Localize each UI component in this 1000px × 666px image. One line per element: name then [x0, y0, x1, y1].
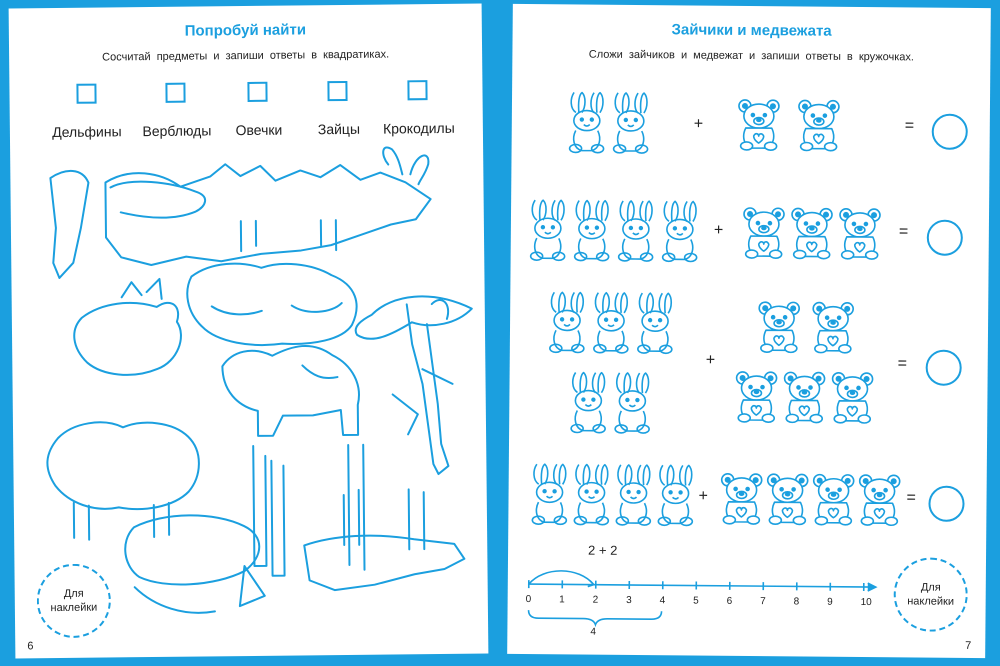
overlapping-animals-illustration — [9, 4, 489, 659]
animal-label-camels: Верблюды — [142, 122, 212, 140]
equals-sign: = — [897, 355, 908, 373]
bear-icon — [759, 302, 799, 352]
brace-shape — [528, 610, 661, 625]
bunny-icon — [658, 465, 693, 525]
bunny-group — [543, 286, 684, 447]
number-line-tick-label: 6 — [726, 595, 733, 607]
bunny-group — [561, 84, 672, 165]
bear-icon — [736, 372, 776, 422]
number-line-tick-label: 10 — [860, 596, 872, 609]
bunny-icon — [615, 373, 650, 433]
bear-icon — [784, 372, 824, 422]
bear-icon — [792, 208, 832, 258]
bear-icon — [859, 475, 899, 525]
bunny-icon — [638, 293, 673, 353]
number-line-tick-label: 9 — [827, 596, 833, 608]
bunny-icon — [619, 201, 654, 261]
left-page-title: Попробуй найти — [184, 21, 307, 40]
left-page — [9, 4, 489, 659]
bear-icon — [832, 373, 872, 423]
page-number: 7 — [965, 639, 972, 652]
addition-row-2 — [511, 192, 990, 276]
sticker-label-line1: Для — [63, 587, 84, 600]
bunny-icon — [571, 372, 606, 432]
plus-sign: + — [693, 115, 704, 133]
addition-row-4 — [508, 456, 987, 540]
answer-circle-4[interactable] — [928, 486, 964, 522]
animal-label-crocodiles: Крокодилы — [382, 119, 455, 137]
right-page-title: Зайчики и медвежата — [671, 21, 832, 40]
number-line-tick-label: 1 — [559, 594, 565, 606]
number-line-tick-label: 2 — [592, 594, 599, 606]
animal-label-rabbits: Зайцы — [317, 120, 361, 138]
arrow-icon — [868, 583, 876, 591]
bear-icon — [840, 209, 880, 259]
number-line — [523, 564, 884, 627]
number-line-tick-label: 3 — [626, 594, 632, 606]
bunny-icon — [532, 464, 567, 524]
equals-sign: = — [906, 489, 916, 507]
bear-icon — [739, 100, 779, 150]
bunny-icon — [616, 465, 651, 525]
bear-group — [733, 288, 884, 449]
number-line-tick-label: 8 — [793, 596, 800, 608]
sticker-label-line2: наклейки — [50, 601, 98, 615]
sticker-label-line2: наклейки — [907, 595, 955, 608]
number-line-tick-label: 4 — [659, 595, 666, 607]
bear-icon — [721, 474, 761, 524]
animal-label-sheep: Овечки — [235, 121, 283, 139]
bear-group — [738, 194, 889, 275]
right-page-instructions: Сложи зайчиков и медвежат и запиши ответы в кружочках. — [588, 48, 915, 64]
bunny-icon — [663, 201, 698, 261]
animal-label-dolphins: Дельфины — [52, 123, 122, 141]
bear-icon — [744, 208, 784, 258]
bear-icon — [813, 303, 853, 353]
bear-group — [716, 458, 907, 540]
plus-sign: + — [698, 487, 708, 505]
answer-circle-3[interactable] — [926, 350, 962, 386]
jump-arc — [529, 571, 594, 585]
number-line-example: 2 + 2 — [588, 542, 618, 558]
bunny-group — [526, 456, 707, 538]
number-line-tick-label: 7 — [760, 596, 766, 608]
sticker-label-line1: Для — [920, 581, 941, 594]
equals-sign: = — [904, 117, 915, 135]
bunny-icon — [574, 464, 609, 524]
right-page — [507, 4, 991, 658]
bear-icon — [767, 474, 807, 524]
number-line-tick-label: 0 — [525, 594, 532, 606]
addition-row-3 — [509, 286, 988, 450]
bear-icon — [813, 475, 853, 525]
bunny-icon — [594, 293, 629, 353]
bunny-icon — [575, 200, 610, 260]
arrow-icon — [588, 581, 594, 587]
plus-sign: + — [705, 351, 716, 369]
plus-sign: + — [713, 221, 724, 239]
number-line-tick-label: 5 — [693, 595, 699, 607]
answer-circle-2[interactable] — [927, 220, 963, 256]
sticker-placeholder — [893, 557, 968, 632]
addition-row-1 — [511, 84, 990, 168]
bunny-icon — [570, 92, 605, 152]
left-page-instructions: Сосчитай предметы и запиши ответы в квадратиках. — [102, 48, 390, 64]
answer-circle-1[interactable] — [932, 114, 968, 150]
brace-label: 4 — [590, 626, 596, 638]
bunny-group — [525, 192, 706, 274]
bear-icon — [799, 100, 839, 150]
page-number: 6 — [27, 640, 34, 653]
sticker-placeholder — [36, 563, 111, 638]
bunny-icon — [531, 200, 566, 260]
equals-sign: = — [898, 223, 909, 241]
bunny-icon — [614, 93, 649, 153]
number-line-axis — [529, 584, 874, 587]
bear-group — [733, 86, 864, 167]
bunny-icon — [550, 292, 585, 352]
